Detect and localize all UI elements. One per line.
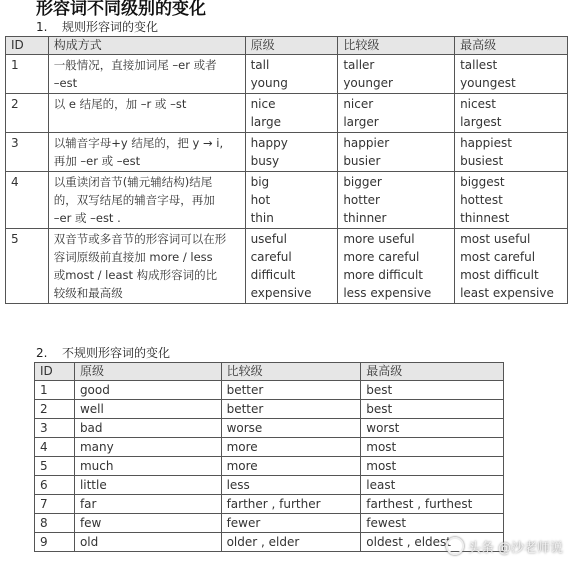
cell-line: biggest — [460, 175, 505, 189]
comparative-cell — [338, 55, 455, 94]
superlative-cell — [455, 172, 568, 229]
cell-line: more careful — [343, 250, 420, 264]
header-cell: 原级 — [245, 37, 338, 55]
table-row — [35, 495, 504, 514]
cell-line: busier — [343, 154, 381, 168]
base-form-cell: good — [74, 381, 221, 400]
table-row — [35, 533, 504, 552]
comparative-cell: more — [221, 457, 361, 476]
header-cell: 原级 — [74, 363, 221, 381]
id-cell: 8 — [35, 514, 75, 533]
table-row — [35, 514, 504, 533]
superlative-cell: fewest — [361, 514, 504, 533]
superlative-cell: most — [361, 438, 504, 457]
comparative-cell — [338, 94, 455, 133]
cell-line: –er 或 –est . — [53, 211, 121, 225]
cell-line: 一般情况，直接加词尾 –er 或者 — [53, 58, 217, 72]
cell-line: careful — [250, 250, 292, 264]
superlative-cell: best — [361, 400, 504, 419]
cell-line: hot — [250, 193, 271, 207]
table-row — [6, 133, 568, 172]
table-row — [6, 55, 568, 94]
cell-line: young — [250, 76, 288, 90]
cell-line: hotter — [343, 193, 380, 207]
cell-line: difficult — [250, 268, 296, 282]
watermark — [446, 537, 563, 556]
section-heading-irregular — [36, 344, 170, 361]
cell-line: more difficult — [343, 268, 424, 282]
superlative-cell: worst — [361, 419, 504, 438]
base-form-cell: bad — [74, 419, 221, 438]
superlative-cell — [455, 229, 568, 304]
header-cell: 构成方式 — [48, 37, 245, 55]
id-cell: 3 — [35, 419, 75, 438]
cell-line: nicest — [460, 97, 496, 111]
section-number: 1. — [36, 20, 48, 34]
base-form-cell — [245, 133, 338, 172]
table-row — [6, 229, 568, 304]
base-form-cell: well — [74, 400, 221, 419]
cell-line: 双音节或多音节的形容词可以在形 — [53, 232, 227, 246]
cell-line: largest — [460, 115, 502, 129]
id-cell: 4 — [6, 172, 49, 229]
watermark-logo-icon — [446, 537, 464, 555]
cell-line: least expensive — [460, 286, 554, 300]
table-row — [6, 172, 568, 229]
id-cell: 4 — [35, 438, 75, 457]
irregular-adjectives-table — [34, 362, 504, 552]
cell-line: large — [250, 115, 281, 129]
superlative-cell: best — [361, 381, 504, 400]
table-row — [35, 419, 504, 438]
cell-line: useful — [250, 232, 287, 246]
base-form-cell — [245, 229, 338, 304]
base-form-cell: much — [74, 457, 221, 476]
cell-line: most difficult — [460, 268, 539, 282]
id-cell: 1 — [6, 55, 49, 94]
table-header-row — [35, 363, 504, 381]
comparative-cell: better — [221, 381, 361, 400]
cell-line: hottest — [460, 193, 503, 207]
header-cell: 最高级 — [455, 37, 568, 55]
id-cell: 5 — [6, 229, 49, 304]
cell-line: expensive — [250, 286, 312, 300]
cell-line: more useful — [343, 232, 415, 246]
id-cell: 3 — [6, 133, 49, 172]
formation-cell — [48, 55, 245, 94]
formation-cell — [48, 172, 245, 229]
table-row — [35, 476, 504, 495]
id-cell: 2 — [6, 94, 49, 133]
id-cell: 5 — [35, 457, 75, 476]
cell-line: nice — [250, 97, 276, 111]
cell-line: larger — [343, 115, 379, 129]
comparative-cell — [338, 172, 455, 229]
base-form-cell — [245, 172, 338, 229]
cell-line: taller — [343, 58, 375, 72]
comparative-cell: more — [221, 438, 361, 457]
cell-line: 以 e 结尾的，加 –r 或 –st — [53, 97, 187, 111]
comparative-cell: farther , further — [221, 495, 361, 514]
cell-line: younger — [343, 76, 393, 90]
comparative-cell: less — [221, 476, 361, 495]
comparative-cell: fewer — [221, 514, 361, 533]
cell-line: busy — [250, 154, 280, 168]
superlative-cell: least — [361, 476, 504, 495]
superlative-cell: farthest , furthest — [361, 495, 504, 514]
cell-line: 以辅音字母+y 结尾的，把 y → i, — [53, 136, 224, 150]
cell-line: tall — [250, 58, 270, 72]
header-cell: 比较级 — [221, 363, 361, 381]
cell-line: tallest — [460, 58, 498, 72]
cell-line: 以重读闭音节(辅元辅结构)结尾 — [53, 175, 213, 189]
formation-cell — [48, 229, 245, 304]
section-heading-regular — [36, 18, 158, 35]
table-row — [35, 381, 504, 400]
base-form-cell — [245, 94, 338, 133]
base-form-cell — [245, 55, 338, 94]
superlative-cell — [455, 94, 568, 133]
cell-line: 再加 –er 或 –est — [53, 154, 141, 168]
id-cell: 1 — [35, 381, 75, 400]
cell-line: 容词原级前直接加 more / less — [53, 250, 213, 264]
header-cell: 最高级 — [361, 363, 504, 381]
base-form-cell: little — [74, 476, 221, 495]
table-row — [6, 94, 568, 133]
watermark-text: 头条 @沙老师说 — [467, 541, 563, 556]
base-form-cell: many — [74, 438, 221, 457]
superlative-cell — [455, 55, 568, 94]
comparative-cell — [338, 229, 455, 304]
header-cell: ID — [6, 37, 49, 55]
section-label: 不规则形容词的变化 — [62, 346, 171, 360]
id-cell: 2 — [35, 400, 75, 419]
page-title: 形容词不同级别的变化 — [36, 0, 206, 19]
base-form-cell: few — [74, 514, 221, 533]
base-form-cell: far — [74, 495, 221, 514]
id-cell: 9 — [35, 533, 75, 552]
id-cell: 6 — [35, 476, 75, 495]
comparative-cell: better — [221, 400, 361, 419]
cell-line: most useful — [460, 232, 531, 246]
table-header-row — [6, 37, 568, 55]
table-row — [35, 457, 504, 476]
cell-line: big — [250, 175, 270, 189]
superlative-cell: oldest , eldest — [361, 533, 504, 552]
section-label: 规则形容词的变化 — [62, 20, 159, 34]
cell-line: happiest — [460, 136, 512, 150]
cell-line: happier — [343, 136, 390, 150]
formation-cell — [48, 94, 245, 133]
id-cell: 7 — [35, 495, 75, 514]
table-row — [35, 400, 504, 419]
superlative-cell: most — [361, 457, 504, 476]
cell-line: –est — [53, 76, 78, 90]
comparative-cell: worse — [221, 419, 361, 438]
comparative-cell — [338, 133, 455, 172]
cell-line: bigger — [343, 175, 382, 189]
cell-line: busiest — [460, 154, 504, 168]
section-number: 2. — [36, 346, 48, 360]
cell-line: thinnest — [460, 211, 510, 225]
cell-line: happy — [250, 136, 288, 150]
cell-line: thinner — [343, 211, 387, 225]
cell-line: nicer — [343, 97, 374, 111]
table-row — [35, 438, 504, 457]
cell-line: 较级和最高级 — [53, 286, 123, 300]
cell-line: thin — [250, 211, 274, 225]
cell-line: most careful — [460, 250, 536, 264]
base-form-cell: old — [74, 533, 221, 552]
cell-line: youngest — [460, 76, 516, 90]
regular-adjectives-table — [5, 36, 568, 304]
cell-line: 或most / least 构成形容词的比 — [53, 268, 218, 282]
superlative-cell — [455, 133, 568, 172]
header-cell: 比较级 — [338, 37, 455, 55]
cell-line: less expensive — [343, 286, 432, 300]
comparative-cell: older , elder — [221, 533, 361, 552]
cell-line: 的，双写结尾的辅音字母，再加 — [53, 193, 215, 207]
formation-cell — [48, 133, 245, 172]
header-cell: ID — [35, 363, 75, 381]
